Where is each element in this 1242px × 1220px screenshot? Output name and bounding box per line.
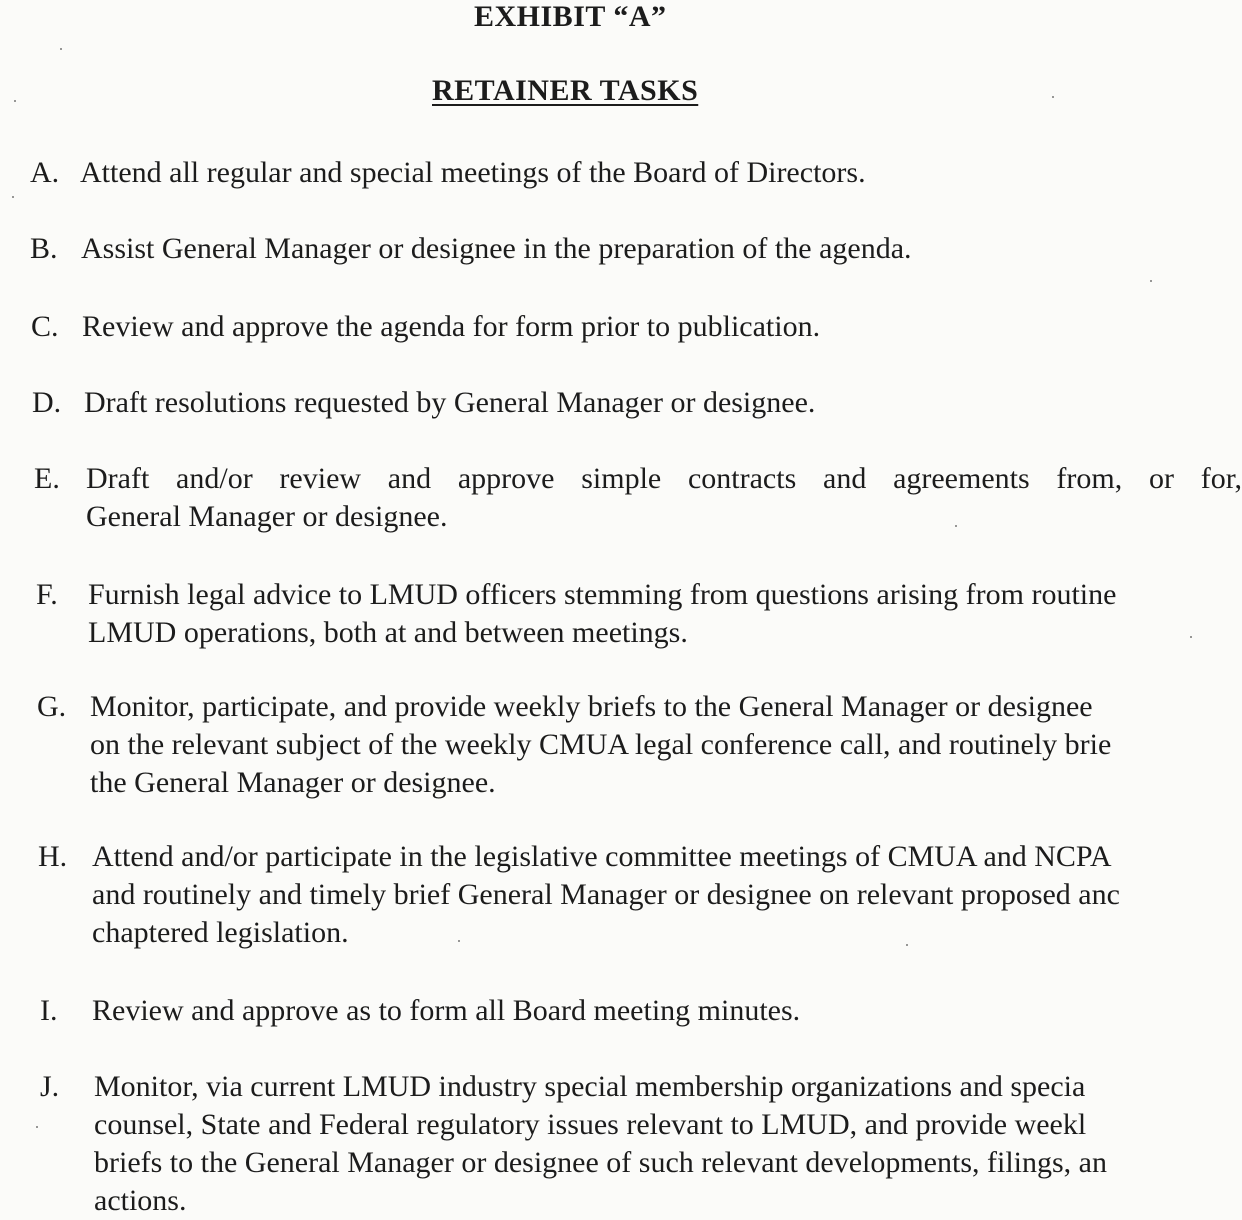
scan-speck [1052,96,1054,98]
task-letter: E. [34,462,60,495]
task-letter: F. [36,578,58,611]
scan-speck [60,48,62,50]
task-line: Review and approve as to form all Board meeting minutes. [92,994,801,1027]
task-line: actions. [94,1184,187,1217]
task-line: and routinely and timely brief General Manager or designee on relevant proposed anc [92,878,1120,911]
task-line: the General Manager or designee. [90,766,496,799]
task-letter: H. [38,840,68,873]
task-line: Monitor, via current LMUD industry special membership organizations and specia [94,1070,1086,1103]
task-line: LMUD operations, both at and between meetings. [88,616,688,649]
task-line: General Manager or designee. [86,500,448,533]
task-text [81,230,1242,268]
task-letter: J. [40,1070,60,1103]
scan-speck [14,100,16,102]
task-text [92,992,1242,1030]
task-line: briefs to the General Manager or designee of such relevant developments, filings, an [94,1146,1107,1179]
scan-speck [906,944,908,946]
scan-speck [955,525,957,527]
task-text [84,384,1242,422]
scan-speck [1150,280,1152,282]
scan-speck [12,196,14,198]
task-line: Review and approve the agenda for form prior to publication. [82,310,821,343]
task-letter: G. [37,690,67,723]
task-line: Monitor, participate, and provide weekly briefs to the General Manager or designee [90,690,1093,723]
task-text [94,1068,1242,1220]
task-letter: B. [30,232,58,265]
task-text [90,688,1242,802]
task-line: Draft and/or review and approve simple contracts and agreements from, or for, [86,462,1242,495]
scan-speck [458,940,460,942]
task-line: Furnish legal advice to LMUD officers stemming from questions arising from routine [88,578,1117,611]
task-line: Assist General Manager or designee in the preparation of the agenda. [81,232,912,265]
task-line: chaptered legislation. [92,916,349,949]
task-letter: D. [32,386,62,419]
exhibit-title: EXHIBIT “A” [474,0,667,33]
task-text [86,460,1242,536]
task-letter: A. [30,156,60,189]
scan-speck [36,1126,38,1128]
task-text [80,154,1242,192]
task-text [92,838,1242,952]
task-letter: I. [40,994,58,1027]
task-letter: C. [31,310,59,343]
task-line: Draft resolutions requested by General Manager or designee. [84,386,816,419]
task-line: counsel, State and Federal regulatory issues relevant to LMUD, and provide weekl [94,1108,1087,1141]
task-text [88,576,1242,652]
section-heading: RETAINER TASKS [432,74,699,107]
task-line: Attend and/or participate in the legislative committee meetings of CMUA and NCPA [92,840,1112,873]
task-line: Attend all regular and special meetings of the Board of Directors. [80,156,866,189]
task-line: on the relevant subject of the weekly CMUA legal conference call, and routinely brie [90,728,1112,761]
scan-speck [1190,636,1192,638]
task-text [82,308,1242,346]
